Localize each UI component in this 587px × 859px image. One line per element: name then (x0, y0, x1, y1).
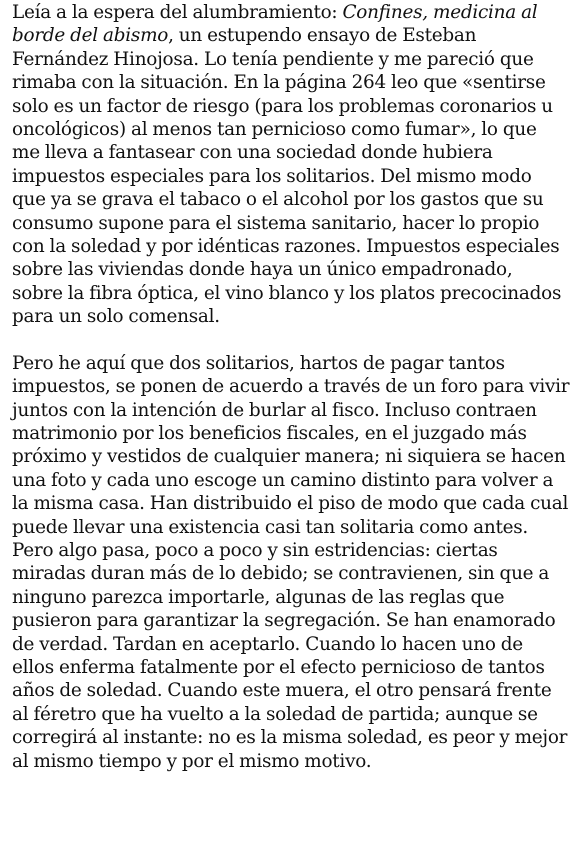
text-line (12, 212, 582, 235)
text-line (12, 1, 582, 24)
text-line (12, 282, 582, 305)
text-line (12, 586, 582, 609)
text-line (12, 258, 582, 281)
text-segment: al mismo tiempo y por el mismo motivo. (12, 750, 372, 772)
book-title-italic: borde del abismo (12, 25, 169, 47)
text-segment: impuestos especiales para los solitarios. Del mismo modo (12, 165, 532, 187)
text-line (12, 516, 582, 539)
text-line (12, 235, 582, 258)
text-line (12, 118, 582, 141)
text-segment: al féretro que ha vuelto a la soledad de partida; aunque se (12, 703, 538, 725)
text-line (12, 141, 582, 164)
text-line (12, 492, 582, 515)
text-segment: corregirá al instante: no es la misma soledad, es peor y mejor (12, 727, 568, 749)
text-segment: sobre las viviendas donde haya un único empadronado, (12, 259, 513, 281)
text-segment: pusieron para garantizar la segregación. Se han enamorado (12, 610, 556, 632)
text-line (12, 726, 582, 749)
text-line (12, 24, 582, 47)
text-segment: Fernández Hinojosa. Lo tenía pendiente y me pareció que (12, 48, 534, 70)
paragraph (12, 1, 582, 329)
text-segment: para un solo comensal. (12, 306, 220, 328)
text-segment: puede llevar una existencia casi tan solitaria como antes. (12, 516, 529, 538)
text-segment: sobre la fibra óptica, el vino blanco y los platos precocinados (12, 282, 562, 304)
text-segment: Leía a la espera del alumbramiento: (12, 2, 343, 23)
text-line (12, 679, 582, 702)
text-segment: una foto y cada uno escoge un camino distinto para volver a (12, 469, 554, 491)
text-segment: rimaba con la situación. En la página 264 leo que «sentirse (12, 72, 546, 94)
text-segment: Pero algo pasa, poco a poco y sin estridencias: ciertas (12, 539, 498, 561)
text-line (12, 703, 582, 726)
text-line (12, 165, 582, 188)
text-segment: juntos con la intención de burlar al fisco. Incluso contraen (12, 399, 537, 421)
text-line (12, 48, 582, 71)
text-line (12, 188, 582, 211)
text-segment: con la soledad y por idénticas razones. Impuestos especiales (12, 236, 560, 258)
text-segment: que ya se grava el tabaco o el alcohol por los gastos que su (12, 189, 544, 211)
text-segment: oncológicos) al menos tan pernicioso como fumar», lo que (12, 119, 537, 141)
text-segment: consumo supone para el sistema sanitario, hacer lo propio (12, 212, 540, 234)
text-line (12, 445, 582, 468)
text-line (12, 399, 582, 422)
text-segment: la misma casa. Han distribuido el piso de modo que cada cual (12, 493, 569, 515)
text-line (12, 422, 582, 445)
text-segment: Pero he aquí que dos solitarios, hartos de pagar tantos (12, 352, 505, 374)
text-line (12, 95, 582, 118)
text-line (12, 352, 582, 375)
paragraph (12, 352, 582, 773)
text-line (12, 469, 582, 492)
text-line (12, 656, 582, 679)
text-segment: próximo y vestidos de cualquier manera; ni siquiera se hacen (12, 446, 566, 468)
text-segment: solo es un factor de riesgo (para los problemas coronarios u (12, 95, 553, 117)
text-segment: miradas duran más de lo debido; se contravienen, sin que a (12, 563, 550, 585)
text-line (12, 562, 582, 585)
text-segment: años de soledad. Cuando este muera, el otro pensará frente (12, 680, 552, 702)
text-segment: de verdad. Tardan en aceptarlo. Cuando lo hacen uno de (12, 633, 523, 655)
text-line (12, 71, 582, 94)
article-body (12, 1, 582, 773)
text-line (12, 375, 582, 398)
text-line (12, 750, 582, 773)
text-segment: matrimonio por los beneficios fiscales, en el juzgado más (12, 422, 527, 444)
text-line (12, 609, 582, 632)
text-line (12, 539, 582, 562)
text-segment: ninguno parezca importarle, algunas de las reglas que (12, 586, 505, 608)
text-segment: me lleva a fantasear con una sociedad donde hubiera (12, 142, 493, 164)
book-title-italic: Confines, medicina al (342, 2, 538, 23)
text-line (12, 305, 582, 328)
text-line (12, 633, 582, 656)
text-segment: ellos enferma fatalmente por el efecto pernicioso de tantos (12, 656, 545, 678)
text-segment: impuestos, se ponen de acuerdo a través de un foro para vivir (12, 376, 570, 398)
text-segment: , un estupendo ensayo de Esteban (168, 25, 477, 47)
